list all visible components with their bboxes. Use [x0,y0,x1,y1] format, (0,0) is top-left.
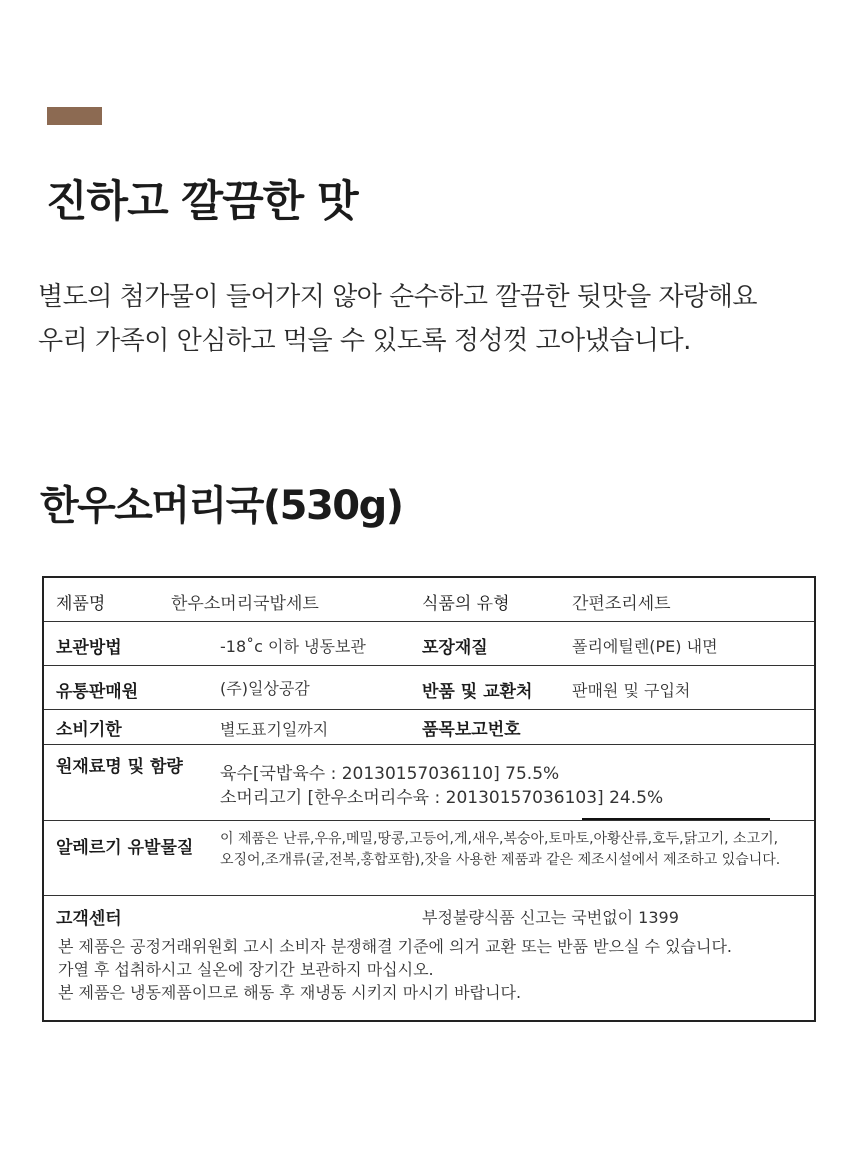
spec-row-distributor [44,665,814,710]
value-customer-center: 부정불량식품 신고는 국번없이 1399 [422,908,679,927]
description-line-1: 별도의 첨가물이 들어가지 않아 순수하고 깔끔한 뒷맛을 자랑해요 [38,282,757,312]
notice-list [58,935,732,1004]
spec-table [42,576,816,1022]
label-storage: 보관방법 [56,638,122,658]
spec-row-allergens [44,820,814,896]
notice-line-2: 가열 후 섭취하시고 실온에 장기간 보관하지 마십시오. [58,960,434,979]
label-customer-center: 고객센터 [56,909,122,929]
value-food-type: 간편조리세트 [572,594,671,614]
label-ingredients: 원재료명 및 함량 [56,757,183,777]
label-product-name: 제품명 [56,594,106,614]
value-returns: 판매원 및 구입처 [572,681,691,700]
label-returns: 반품 및 교환처 [422,682,533,702]
label-packaging: 포장재질 [422,638,488,658]
ingredient-line-2: 소머리고기 [한우소머리수육 : 20130157036103] 24.5% [220,788,664,808]
spec-row-storage [44,621,814,666]
value-allergens: 이 제품은 난류,우유,메밀,땅콩,고등어,게,새우,복숭아,토마토,아황산류,호두,닭고기, 소고기,오징어,조개류(굴,전복,홍합포함),잣을 사용한 제품과 같은 제조시설에서 제조하고 있습니다. [220,831,781,868]
notice-line-3: 본 제품은 냉동제품이므로 해동 후 재냉동 시키지 마시기 바랍니다. [58,983,522,1002]
value-distributor: (주)일상공감 [220,679,310,698]
label-food-type: 식품의 유형 [422,594,510,614]
notice-line-1: 본 제품은 공정거래위원회 고시 소비자 분쟁해결 기준에 의거 교환 또는 반품 받으실 수 있습니다. [58,937,732,956]
value-packaging: 폴리에틸렌(PE) 내면 [572,637,718,656]
label-report-number: 품목보고번호 [422,720,521,740]
value-product-name: 한우소머리국밥세트 [171,594,319,614]
product-title: 한우소머리국(530g) [40,483,403,529]
ingredient-line-1: 육수[국밥육수 : 20130157036110] 75.5% [220,764,560,784]
label-allergens: 알레르기 유발물질 [56,838,194,858]
spec-row-product-name [44,578,814,622]
label-expiry: 소비기한 [56,720,122,740]
spec-row-expiry [44,709,814,745]
accent-bar [47,107,102,125]
description-line-2: 우리 가족이 안심하고 먹을 수 있도록 정성껏 고아냈습니다. [38,326,691,356]
spec-row-ingredients [44,744,814,821]
spec-row-customer-center [44,895,814,1020]
divider-line [582,818,770,820]
section-headline: 진하고 깔끔한 맛 [46,177,358,227]
value-storage: -18˚c 이하 냉동보관 [220,637,366,656]
value-expiry: 별도표기일까지 [220,720,329,739]
label-distributor: 유통판매원 [56,682,139,702]
